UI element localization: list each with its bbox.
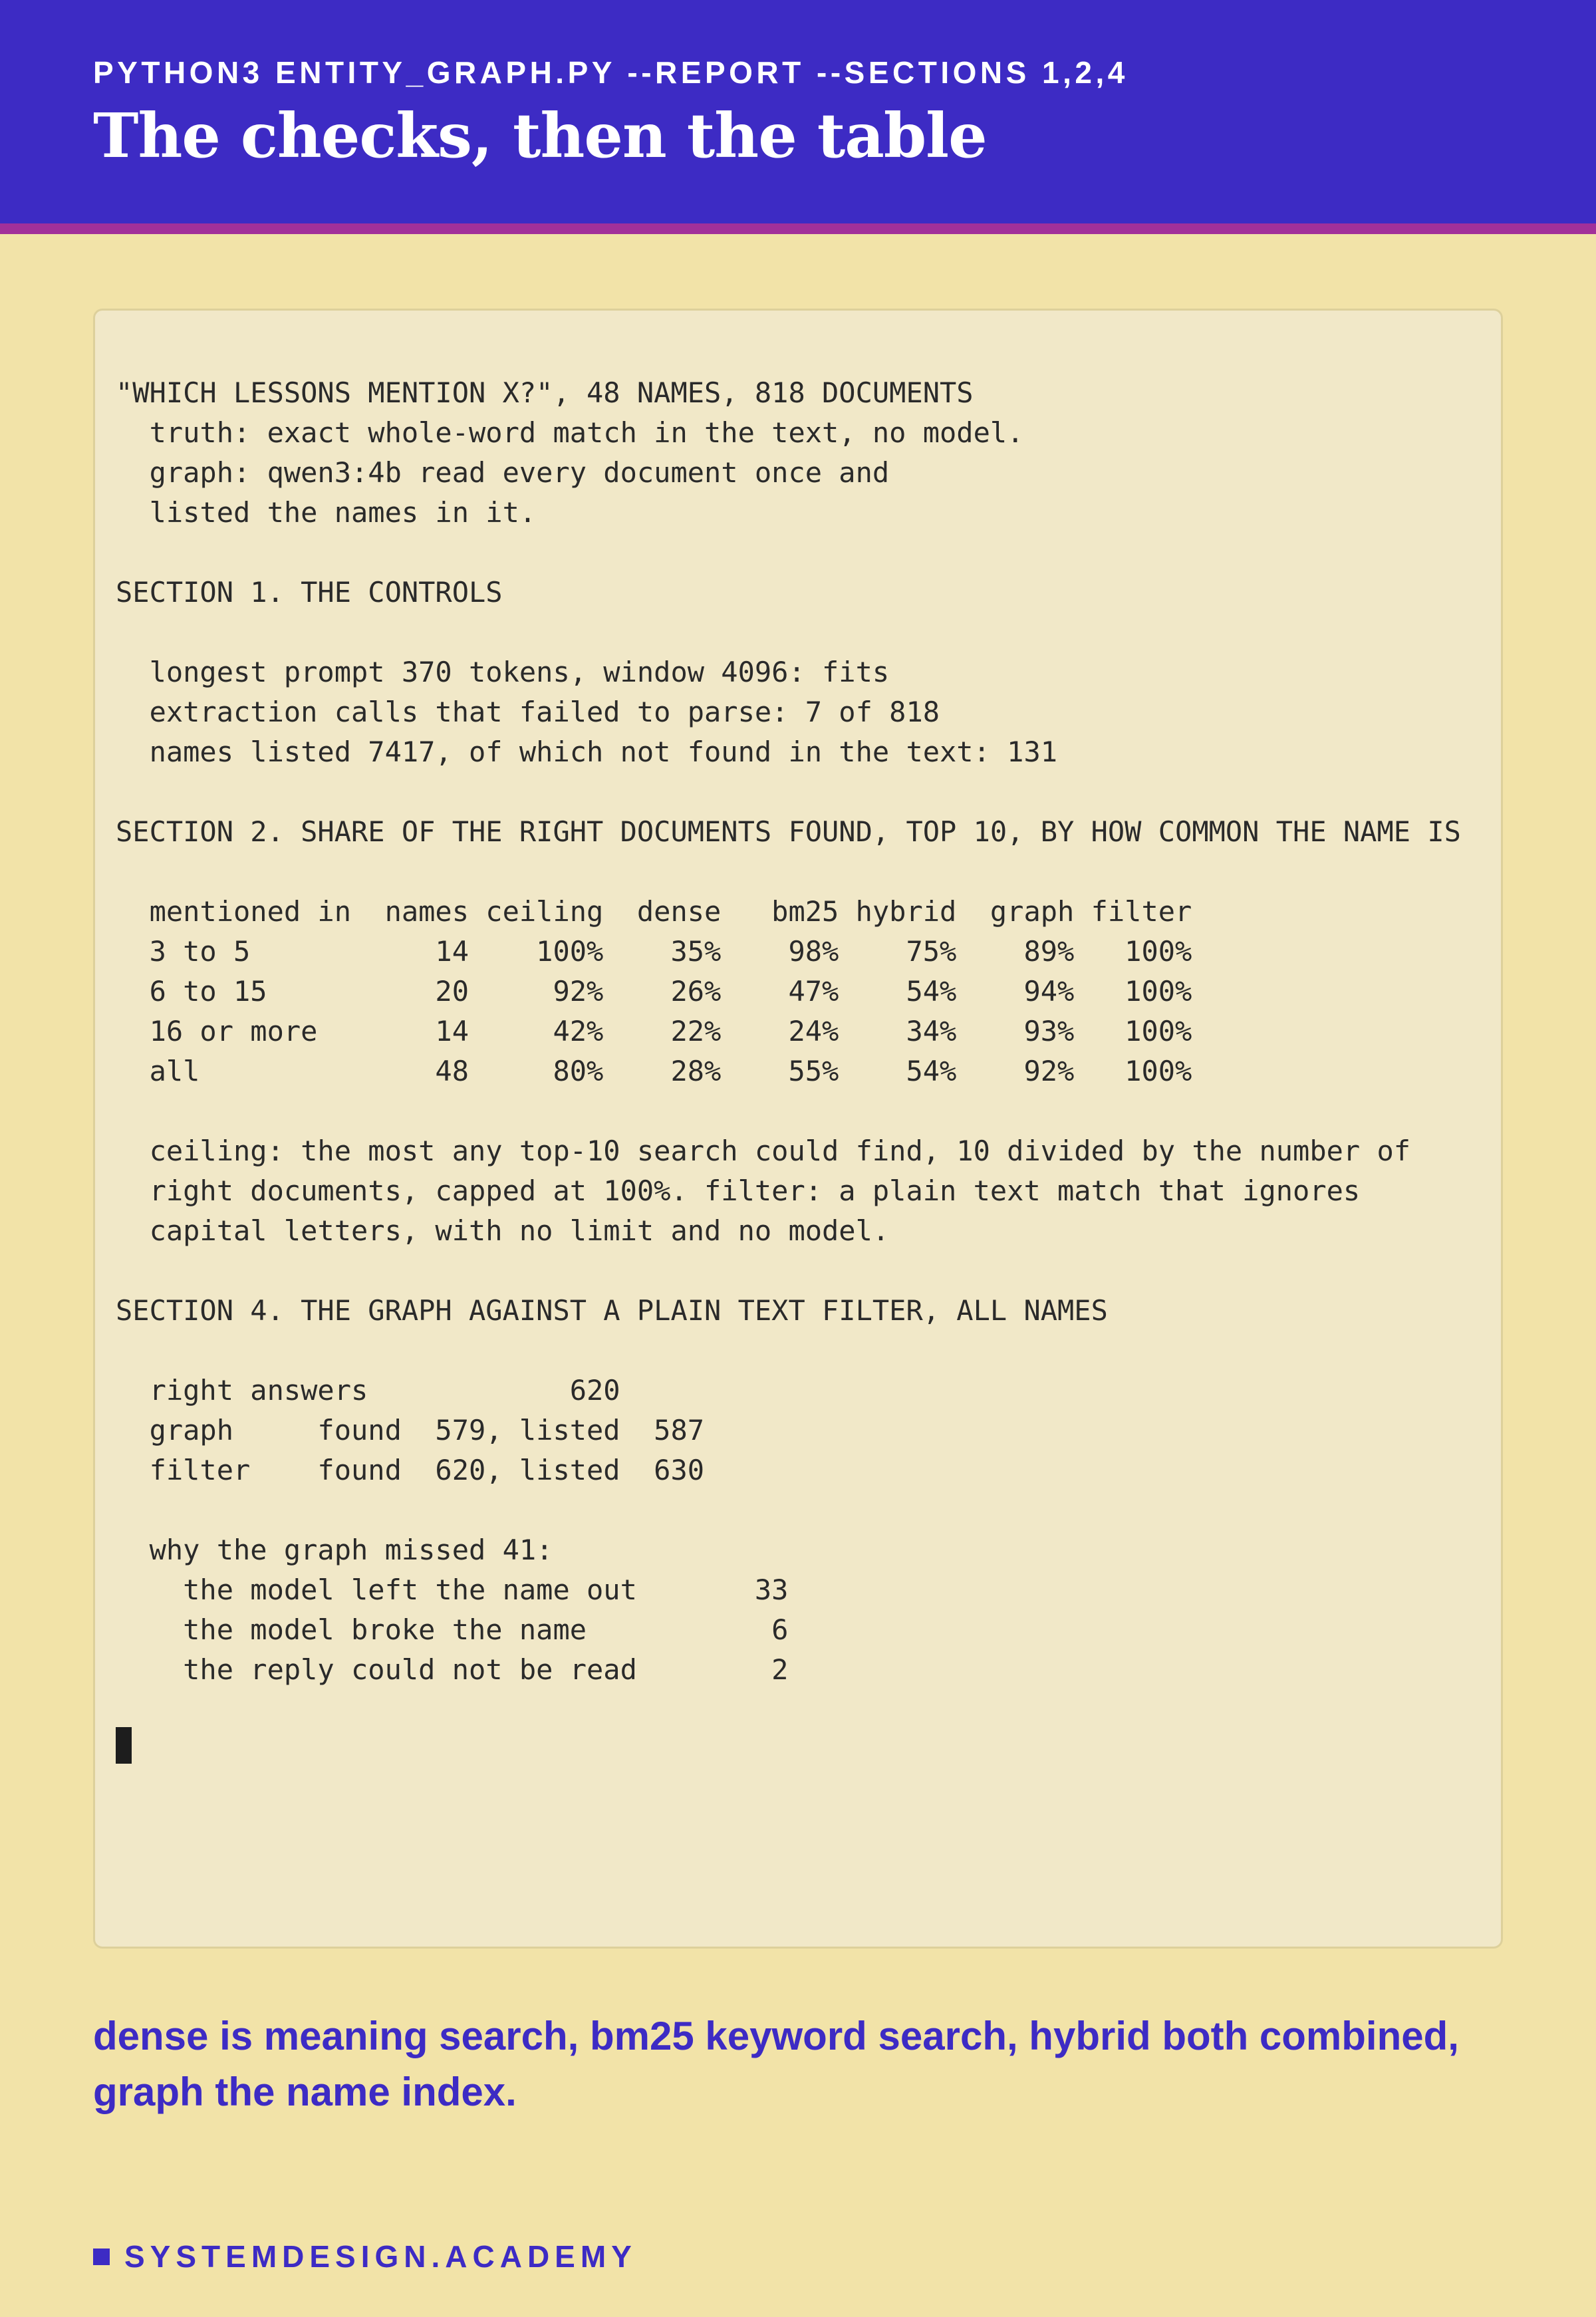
brand-square-icon	[93, 2249, 110, 2265]
header-banner	[0, 0, 1596, 234]
command-line: PYTHON3 ENTITY_GRAPH.PY --REPORT --SECTIONS 1,2,4	[93, 55, 1129, 90]
terminal-window[interactable]	[93, 309, 1503, 1949]
terminal-output: "WHICH LESSONS MENTION X?", 48 NAMES, 818 DOCUMENTS truth: exact whole-word match in the text, no model. graph: qwen3:4b read every document once and listed the names in it. SECTION 1. THE CONTROLS longest prompt 370 tokens, window 4096: fits extraction calls that failed to parse: 7 of 818 names listed 7417, of which not found in the text: 131 SECTION 2. SHARE OF THE RIGHT DOCUMENTS FOUND, TOP 10, BY HOW COMMON THE NAME IS mentioned in names ceiling dense bm25 hybrid graph filter 3 to 5 14 100% 35% 98% 75% 89% 100% 6 to 15 20 92% 26% 47% 54% 94% 100% 16 or more 14 42% 22% 24% 34% 93% 100% all 48 80% 28% 55% 54% 92% 100% ceiling: the most any top-10 search could find, 10 divided by the number of right documents, capped at 100%. filter: a plain text match that ignores capital letters, with no limit and no model. SECTION 4. THE GRAPH AGAINST A PLAIN TEXT FILTER, ALL NAMES right answers 620 graph found 579, listed 587 filter found 620, listed 630 why the graph missed 41: the model left the name out 33 the model broke the name 6 the reply could not be read 2	[116, 376, 1461, 1686]
brand-name: SYSTEMDESIGN.ACADEMY	[124, 2239, 637, 2274]
page-title: The checks, then the table	[93, 100, 987, 172]
text-cursor	[116, 1727, 132, 1764]
footer-brand	[93, 2240, 637, 2273]
caption: dense is meaning search, bm25 keyword search, hybrid both combined, graph the name index.	[93, 2014, 1459, 2114]
